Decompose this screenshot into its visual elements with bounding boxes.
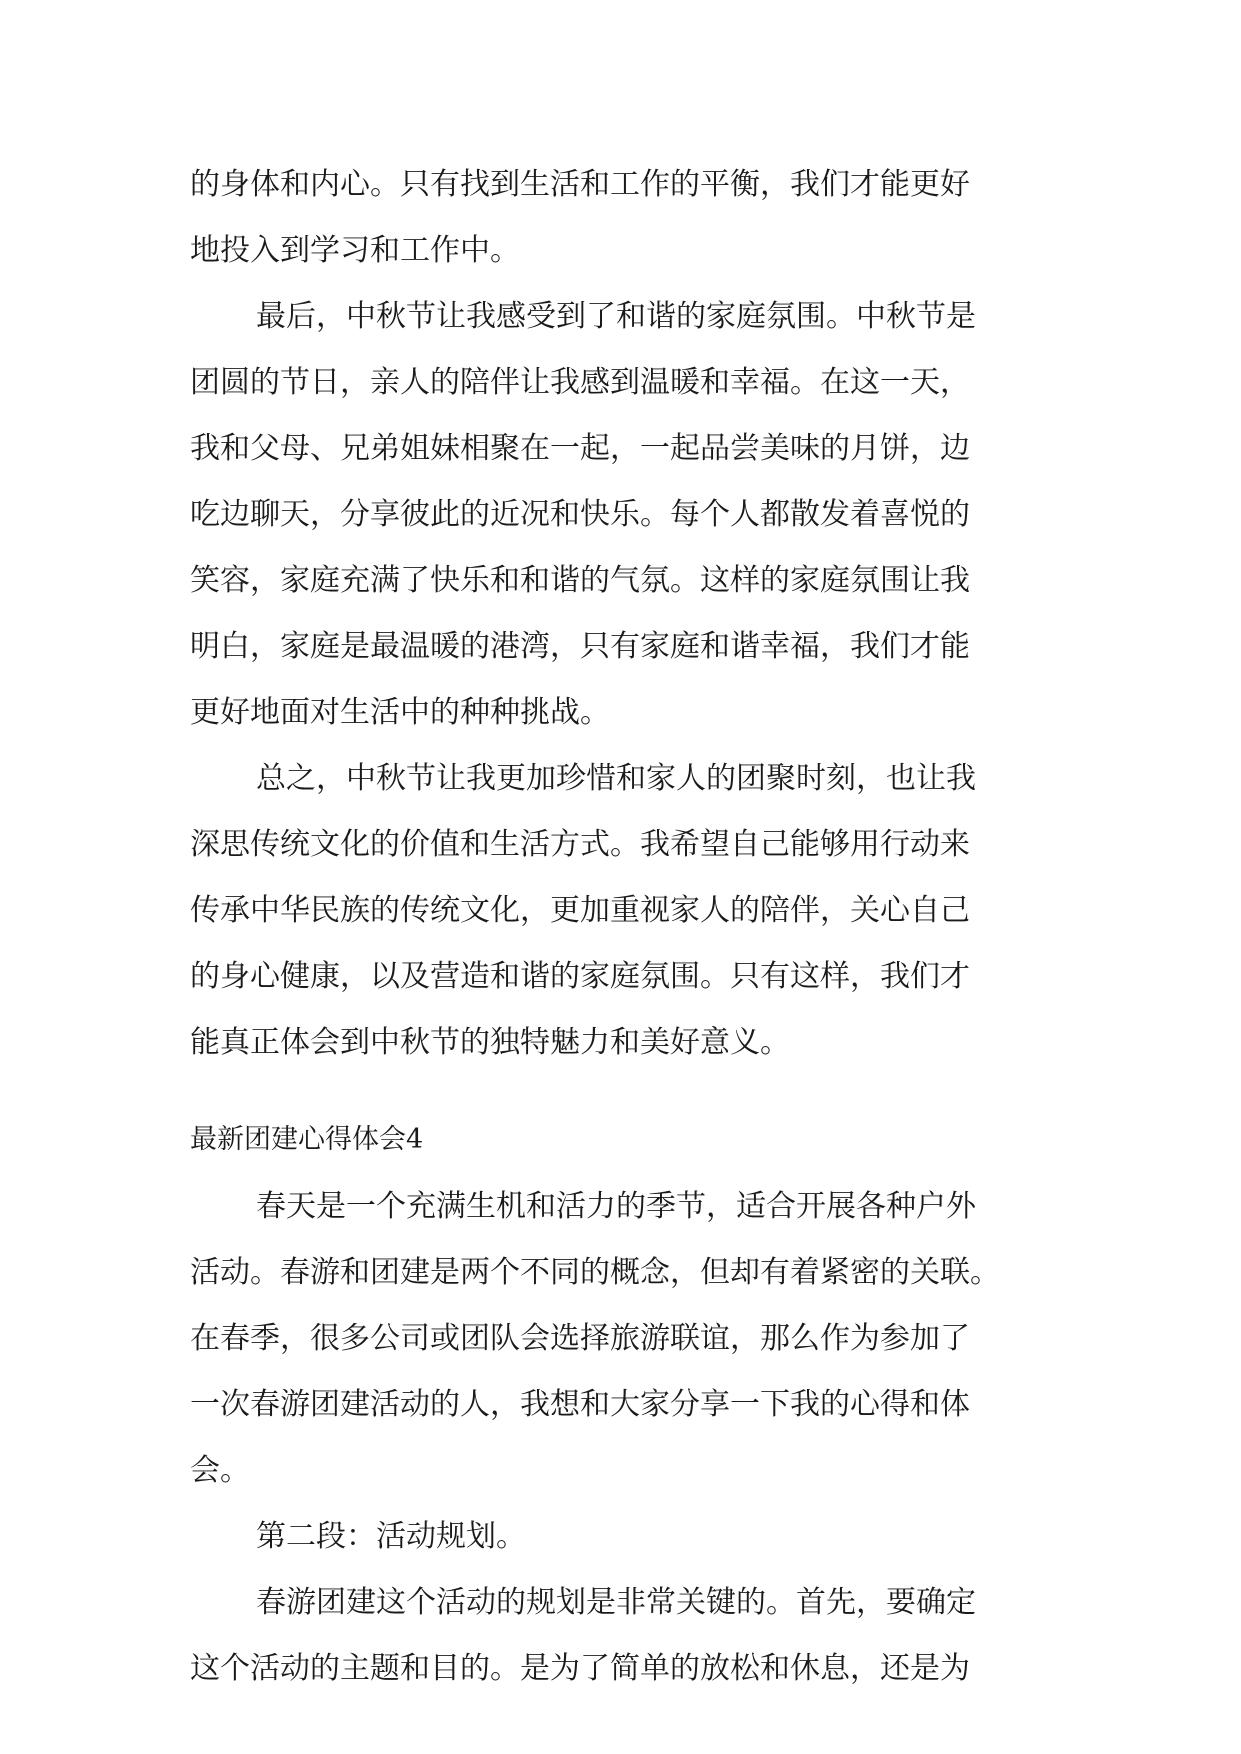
text-line: 一次春游团建活动的人，我想和大家分享一下我的心得和体: [190, 1387, 970, 1422]
text-line: 更好地面对生活中的种种挑战。: [190, 695, 610, 730]
paragraph-start-line: 总之，中秋节让我更加珍惜和家人的团聚时刻，也让我: [256, 761, 976, 796]
text-line: 地投入到学习和工作中。: [190, 233, 520, 268]
text-line: 的身体和内心。只有找到生活和工作的平衡，我们才能更好: [190, 167, 970, 202]
paragraph-start-line: 春游团建这个活动的规划是非常关键的。首先，要确定: [256, 1585, 976, 1620]
text-line: 能真正体会到中秋节的独特魅力和美好意义。: [190, 1025, 790, 1060]
text-line: 传承中华民族的传统文化，更加重视家人的陪伴，关心自己: [190, 893, 970, 928]
text-line: 团圆的节日，亲人的陪伴让我感到温暖和幸福。在这一天，: [190, 365, 970, 400]
section-heading: 最新团建心得体会4: [190, 1124, 424, 1155]
paragraph-start-line: 春天是一个充满生机和活力的季节，适合开展各种户外: [256, 1189, 976, 1224]
text-line: 的身心健康，以及营造和谐的家庭氛围。只有这样，我们才: [190, 959, 970, 994]
text-line: 笑容，家庭充满了快乐和和谐的气氛。这样的家庭氛围让我: [190, 563, 970, 598]
text-line: 活动。春游和团建是两个不同的概念，但却有着紧密的关联。: [190, 1255, 1000, 1290]
text-line: 在春季，很多公司或团队会选择旅游联谊，那么作为参加了: [190, 1321, 970, 1356]
text-line: 吃边聊天，分享彼此的近况和快乐。每个人都散发着喜悦的: [190, 497, 970, 532]
paragraph-start-line: 最后，中秋节让我感受到了和谐的家庭氛围。中秋节是: [256, 299, 976, 334]
text-line: 会。: [190, 1453, 250, 1488]
text-line: 深思传统文化的价值和生活方式。我希望自己能够用行动来: [190, 827, 970, 862]
text-line: 这个活动的主题和目的。是为了简单的放松和休息，还是为: [190, 1651, 970, 1686]
paragraph-start-line: 第二段：活动规划。: [256, 1519, 526, 1554]
text-line: 明白，家庭是最温暖的港湾，只有家庭和谐幸福，我们才能: [190, 629, 970, 664]
text-line: 我和父母、兄弟姐妹相聚在一起，一起品尝美味的月饼，边: [190, 431, 970, 466]
